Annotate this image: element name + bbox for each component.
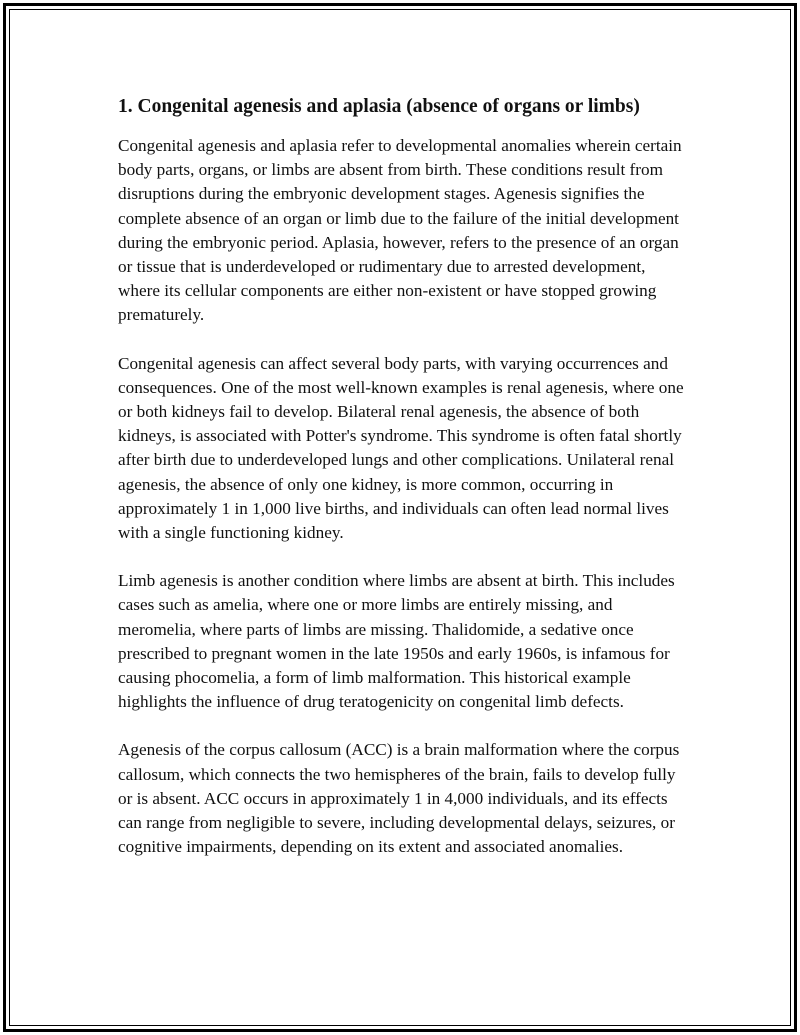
paragraph-intro: Congenital agenesis and aplasia refer to developmental anomalies wherein certain body parts, organs, or limbs are absent from birth. These conditions result from disruptions during the embryonic development stages. Agenesis signifies the complete absence of an organ or limb due to the failure of the initial development during the embryonic period. Aplasia, however, refers to the presence of an organ or tissue that is underdeveloped or rudimentary due to arrested development, where its cellular components are either non-existent or have stopped growing prematurely. — [118, 136, 682, 325]
paragraph-renal-agenesis: Congenital agenesis can affect several body parts, with varying occurrences and consequences. One of the most well-known examples is renal agenesis, where one or both kidneys fail to develop. Bilateral renal agenesis, the absence of both kidneys, is associated with Potter's syndrome. This syndrome is often fatal shortly after birth due to underdeveloped lungs and other complications. Unilateral renal agenesis, the absence of only one kidney, is more common, occurring in approximately 1 in 1,000 live births, and individuals can often lead normal lives with a single functioning kidney. — [118, 353, 684, 543]
paragraph-corpus-callosum: Agenesis of the corpus callosum (ACC) is a brain malformation where the corpus callosum, which connects the two hemispheres of the brain, fails to develop fully or is absent. ACC occurs in approximately 1 in 4,000 individuals, and its effects can range from negligible to severe, including developmental delays, seizures, or cognitive impairments, depending on its extent and associated anomalies. — [118, 740, 680, 857]
section-heading: 1. Congenital agenesis and aplasia (absence of organs or limbs) — [118, 96, 640, 117]
document-body — [118, 94, 690, 883]
paragraph-limb-agenesis: Limb agenesis is another condition where limbs are absent at birth. This includes cases such as amelia, where one or more limbs are entirely missing, and meromelia, where parts of limbs are missing. Thalidomide, a sedative once prescribed to pregnant women in the late 1950s and early 1960s, is infamous for causing phocomelia, a form of limb malformation. This historical example highlights the influence of drug teratogenicity on congenital limb defects. — [118, 571, 675, 712]
